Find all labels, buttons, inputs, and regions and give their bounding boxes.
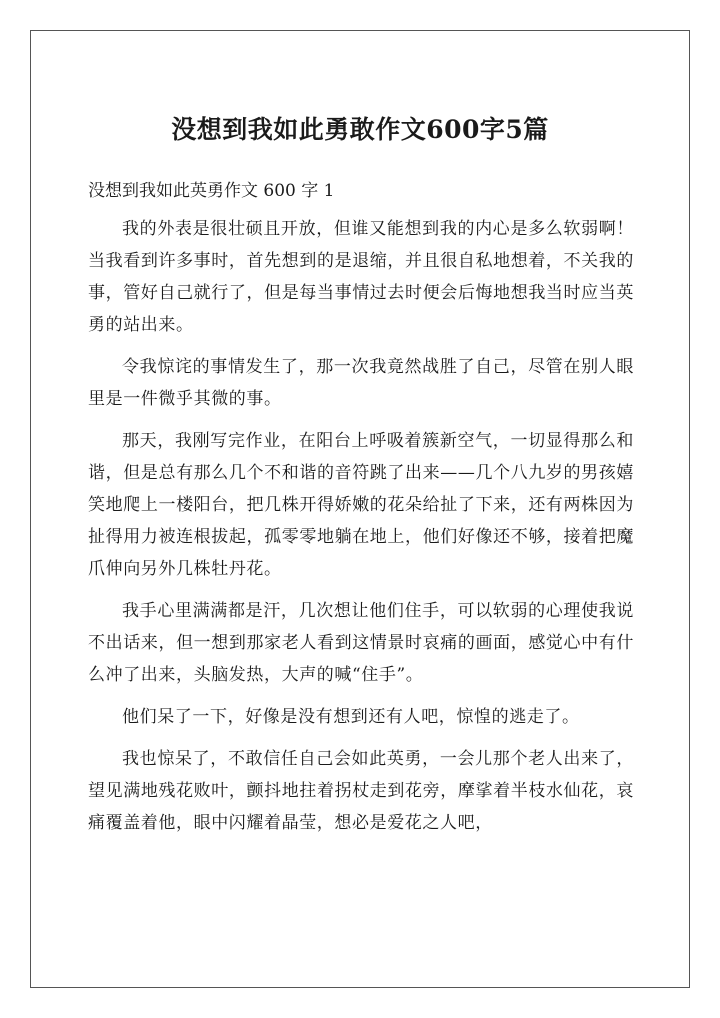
paragraph: 我也惊呆了，不敢信任自己会如此英勇，一会儿那个老人出来了，望见满地残花败叶，颤抖地拄着拐杖走到花旁，摩挲着半枝水仙花，哀痛覆盖着他，眼中闪耀着晶莹，想必是爱花之人吧， (88, 749, 634, 833)
document-body (88, 213, 634, 849)
paragraph: 那天，我刚写完作业，在阳台上呼吸着簇新空气，一切显得那么和谐，但是总有那么几个不和谐的音符跳了出来——几个八九岁的男孩嬉笑地爬上一楼阳台，把几株开得娇嫩的花朵给扯了下来，还有两株因为扯得用力被连根拔起，孤零零地躺在地上，他们好像还不够，接着把魔爪伸向另外几株牡丹花。 (88, 431, 634, 579)
paragraph: 我手心里满满都是汗，几次想让他们住手，可以软弱的心理使我说不出话来，但一想到那家老人看到这情景时哀痛的画面，感觉心中有什么冲了出来，头脑发热，大声的喊“住手”。 (88, 601, 634, 685)
paragraph: 令我惊诧的事情发生了，那一次我竟然战胜了自己，尽管在别人眼里是一件微乎其微的事。 (88, 357, 634, 409)
paragraph: 我的外表是很壮硕且开放，但谁又能想到我的内心是多么软弱啊！当我看到许多事时，首先想到的是退缩，并且很自私地想着，不关我的事，管好自己就行了，但是每当事情过去时便会后悔地想我当时应当英勇的站出来。 (88, 219, 634, 335)
essay-subtitle: 没想到我如此英勇作文 600 字 1 (88, 181, 335, 201)
document-title: 没想到我如此勇敢作文600字5篇 (171, 115, 549, 144)
paragraph: 他们呆了一下，好像是没有想到还有人吧，惊惶的逃走了。 (122, 707, 580, 727)
